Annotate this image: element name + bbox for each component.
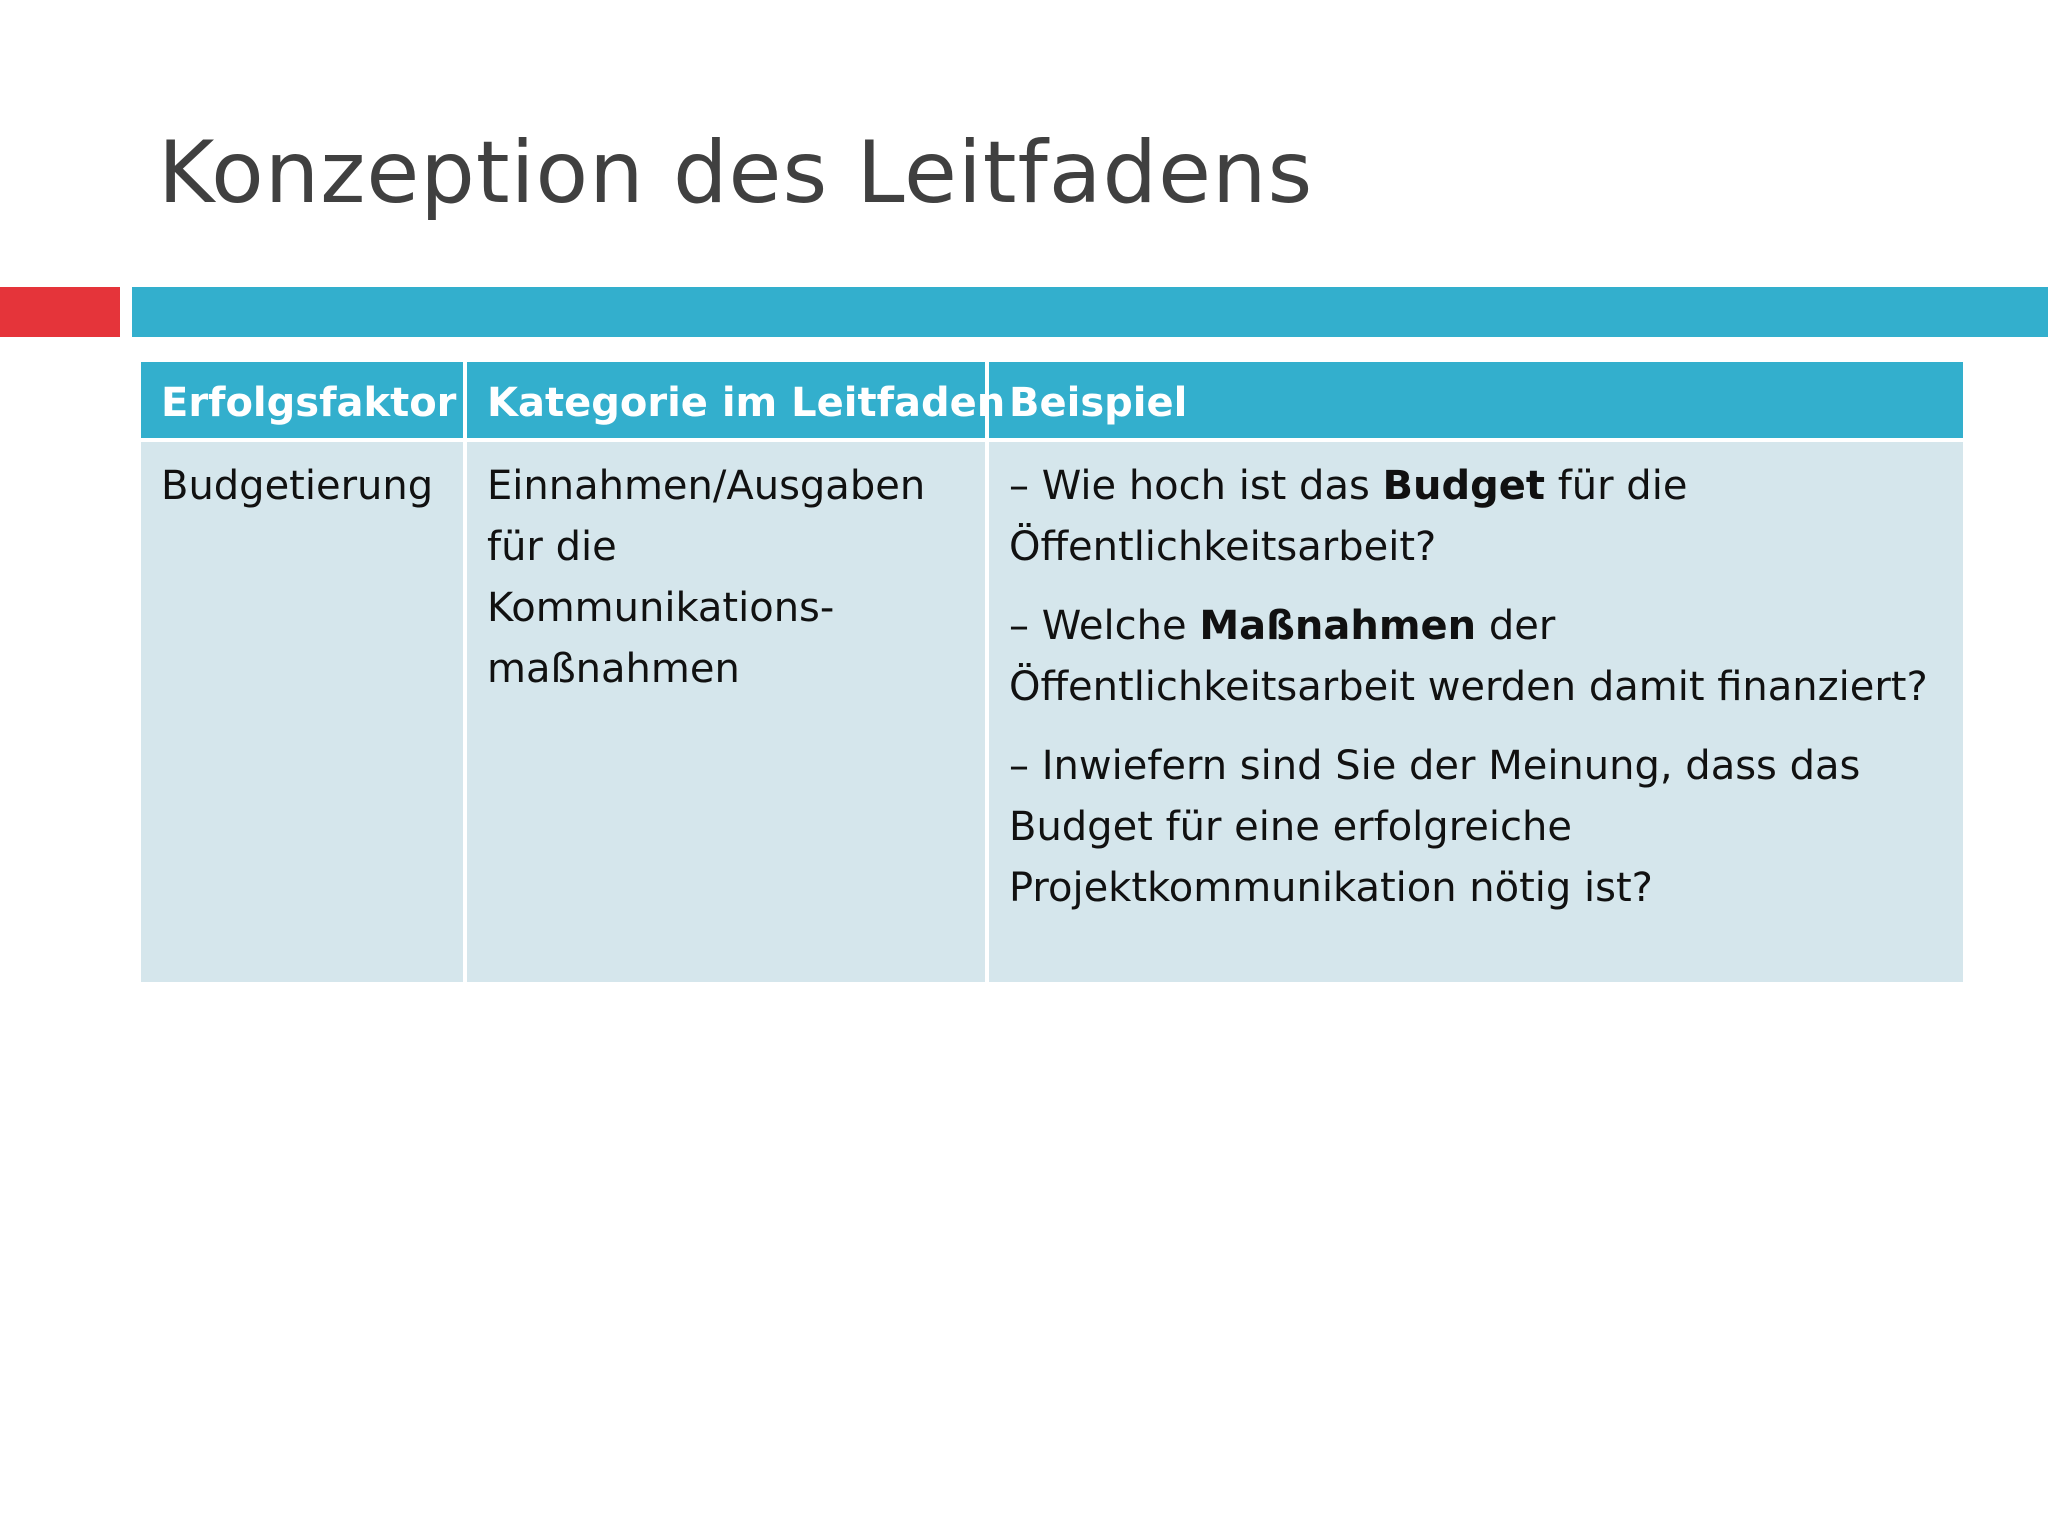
example-text: Welche <box>1029 603 1200 649</box>
header-erfolgsfaktor: Erfolgsfaktor <box>139 360 465 440</box>
example-keyword: Maßnahmen <box>1199 603 1477 649</box>
example-question <box>1009 596 1943 718</box>
dash: – <box>1009 743 1029 789</box>
slide-title: Konzeption des Leitfadens <box>158 123 1314 223</box>
accent-bar-blue <box>132 287 2048 337</box>
example-question <box>1009 456 1943 578</box>
example-text: der Öffentlichkeitsarbeit werden damit finanziert? <box>1009 603 1928 710</box>
example-text: Inwiefern sind Sie der Meinung, dass das Budget für eine erfolgreiche Projektkommunikation nötig ist? <box>1009 743 1861 911</box>
category-line: für die <box>487 524 617 570</box>
category-line: Einnahmen/Ausgaben <box>487 463 926 509</box>
example-question <box>1009 736 1943 919</box>
example-keyword: Budget <box>1382 463 1545 509</box>
content-table <box>137 358 1967 986</box>
accent-bar-red <box>0 287 120 337</box>
example-text: für die Öffentlichkeitsarbeit? <box>1009 463 1688 570</box>
cell-examples <box>987 440 1965 984</box>
header-kategorie: Kategorie im Leitfaden <box>465 360 987 440</box>
cell-factor: Budgetierung <box>139 440 465 984</box>
header-beispiel: Beispiel <box>987 360 1965 440</box>
dash: – <box>1009 463 1029 509</box>
cell-category <box>465 440 987 984</box>
dash: – <box>1009 603 1029 649</box>
category-line: Kommunikations- <box>487 585 835 631</box>
table-header-row <box>139 360 1965 440</box>
category-line: maßnahmen <box>487 646 740 692</box>
example-text: Wie hoch ist das <box>1029 463 1383 509</box>
table-row <box>139 440 1965 984</box>
